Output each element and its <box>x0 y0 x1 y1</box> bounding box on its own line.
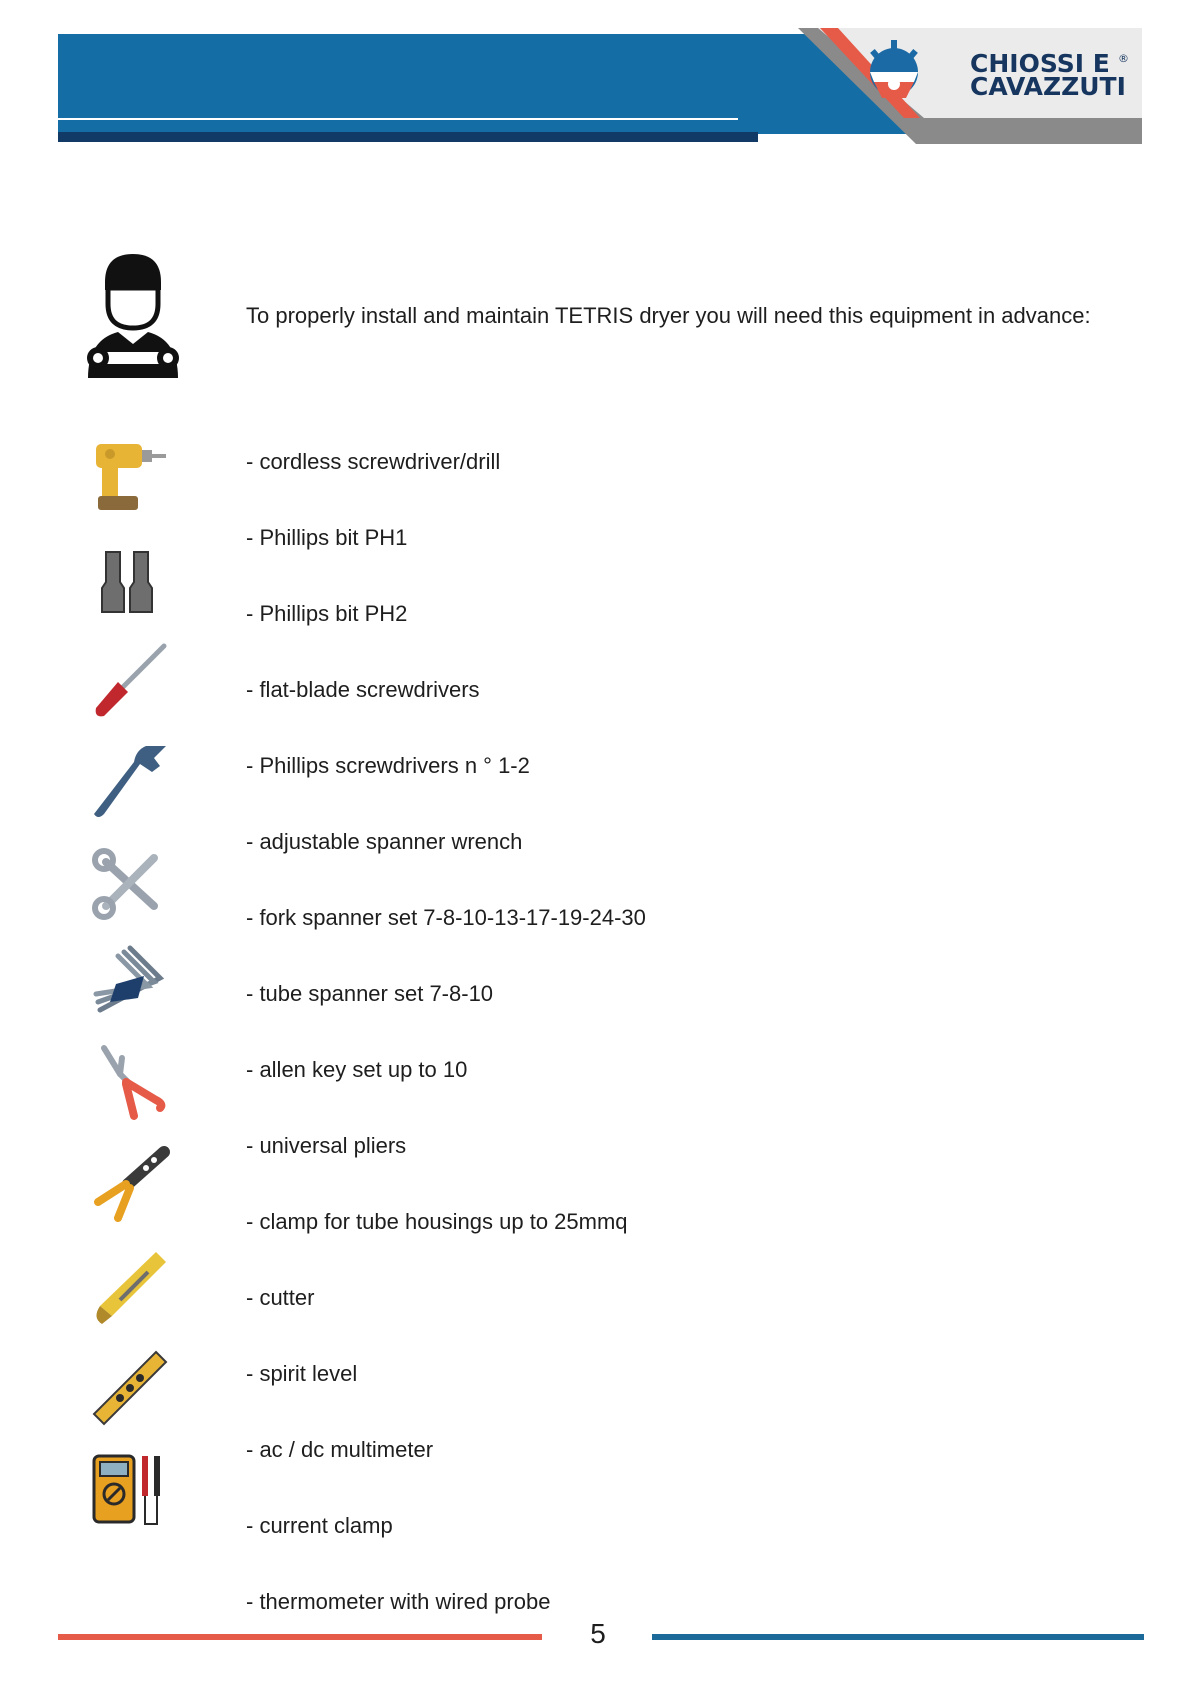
brand-line-1: CHIOSSI E <box>970 49 1110 78</box>
list-item: - Phillips bit PH2 <box>246 601 408 626</box>
list-item: - thermometer with wired probe <box>246 1589 551 1614</box>
mechanic-icon <box>78 252 188 378</box>
brand-line-2: CAVAZZUTI <box>970 72 1126 101</box>
cutter-icon <box>90 1248 170 1328</box>
drill-icon <box>90 436 170 516</box>
list-item: - Phillips screwdrivers n ° 1-2 <box>246 753 530 778</box>
adjustable-wrench-icon <box>90 742 170 822</box>
fork-spanner-icon <box>90 842 170 922</box>
list-item: - tube spanner set 7-8-10 <box>246 981 494 1006</box>
multimeter-icon <box>90 1450 170 1530</box>
wire-stripper-icon <box>90 1146 170 1226</box>
page-number: 5 <box>590 1618 606 1649</box>
footer-rule-left <box>58 1634 542 1640</box>
list-item: - Phillips bit PH1 <box>246 525 408 550</box>
allen-keys-icon <box>90 940 170 1020</box>
brand-logo-icon <box>858 36 930 108</box>
list-item: - flat-blade screwdrivers <box>246 677 480 702</box>
registered-mark: ® <box>1118 52 1129 65</box>
pliers-icon <box>90 1044 170 1124</box>
spirit-level-icon <box>90 1348 170 1428</box>
list-item: - universal pliers <box>246 1133 407 1158</box>
list-item: - cutter <box>246 1285 315 1310</box>
brand-name <box>970 49 1140 101</box>
list-item: - adjustable spanner wrench <box>246 829 523 854</box>
list-item: - allen key set up to 10 <box>246 1057 468 1082</box>
screwdriver-icon <box>90 640 170 720</box>
bits-icon <box>90 542 170 622</box>
footer-rule-right <box>652 1634 1144 1640</box>
page-header <box>58 28 1142 144</box>
list-item: - ac / dc multimeter <box>246 1437 434 1462</box>
intro-text: To properly install and maintain TETRIS dryer you will need this equipment in advance: <box>246 303 1091 328</box>
list-item: - fork spanner set 7-8-10-13-17-19-24-30 <box>246 905 646 930</box>
list-item: - cordless screwdriver/drill <box>246 449 501 474</box>
list-item: - spirit level <box>246 1361 358 1386</box>
list-item: - current clamp <box>246 1513 393 1538</box>
list-item: - clamp for tube housings up to 25mmq <box>246 1209 628 1234</box>
